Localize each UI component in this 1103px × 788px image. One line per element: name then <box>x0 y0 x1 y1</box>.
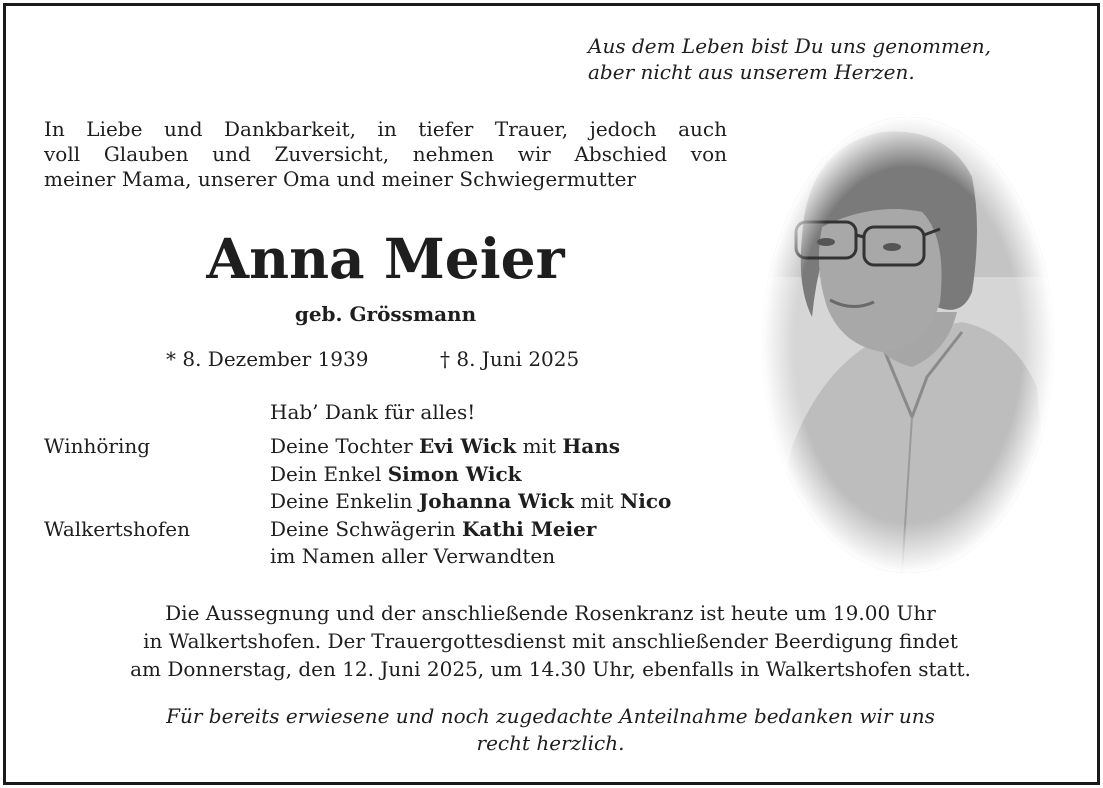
mourner-name: Johanna Wick <box>418 489 574 513</box>
mourners-list <box>44 433 744 571</box>
motto-line-2: aber nicht aus unserem Herzen. <box>588 60 915 84</box>
deceased-name: Anna Meier <box>206 226 565 291</box>
motto-line-1: Aus dem Leben bist Du uns genommen, <box>588 34 991 58</box>
portrait-photo <box>762 117 1054 573</box>
mourner-relation: Dein Enkel <box>270 461 388 486</box>
mourner-text <box>270 488 671 516</box>
mourner-partner: Nico <box>620 489 672 513</box>
mourner-partner: Hans <box>562 434 620 458</box>
intro-line-2: voll Glauben und Zuversicht, nehmen wir Abschied von <box>44 142 727 166</box>
mourner-relation: Deine Tochter <box>270 434 420 458</box>
mourner-relation: Deine Schwägerin <box>270 516 463 541</box>
death-date: † 8. Juni 2025 <box>440 347 580 371</box>
closing-thanks <box>20 703 1081 757</box>
mourner-connector: mit <box>516 434 563 458</box>
closing-line-2: recht herzlich. <box>476 731 625 755</box>
mourner-name: Simon Wick <box>387 461 522 486</box>
notice-line-3: am Donnerstag, den 12. Juni 2025, um 14.30 Uhr, ebenfalls in Walkertshofen statt. <box>130 657 971 681</box>
mourner-row <box>44 488 744 516</box>
mourner-place <box>44 461 270 489</box>
thanks-line: Hab’ Dank für alles! <box>270 400 476 424</box>
closing-line-1: Für bereits erwiesene und noch zugedachte Anteilnahme bedanken wir uns <box>166 704 935 728</box>
birth-name: geb. Grössmann <box>294 302 477 326</box>
notice-line-1: Die Aussegnung und der anschließende Rosenkranz ist heute um 19.00 Uhr <box>165 601 936 625</box>
mourner-row <box>44 433 744 461</box>
notice-line-2: in Walkertshofen. Der Trauergottesdienst mit anschließender Beerdigung findet <box>143 629 958 653</box>
mourner-text: im Namen aller Verwandten <box>270 544 556 568</box>
mourner-text <box>270 461 522 489</box>
mourner-name: Evi Wick <box>419 434 517 458</box>
intro-line-1: In Liebe und Dankbarkeit, in tiefer Trauer, jedoch auch <box>44 117 727 141</box>
intro-line-3: meiner Mama, unserer Oma und meiner Schwiegermutter <box>44 167 637 191</box>
intro-text <box>44 117 727 192</box>
mourner-place <box>44 488 270 516</box>
service-notice <box>20 599 1081 683</box>
mourner-name: Kathi Meier <box>462 516 597 541</box>
mourner-relation: Deine Enkelin <box>270 489 419 513</box>
mourner-place: Winhöring <box>44 434 151 458</box>
mourner-text <box>270 516 596 544</box>
birth-date: * 8. Dezember 1939 <box>166 347 369 371</box>
mourner-row <box>44 543 744 571</box>
mourner-place: Walkertshofen <box>44 516 190 541</box>
motto-quote <box>588 33 991 85</box>
mourner-connector: mit <box>573 489 620 513</box>
mourner-row <box>44 461 744 489</box>
mourner-text <box>270 433 620 461</box>
mourner-place <box>44 543 270 571</box>
mourner-row <box>44 516 744 544</box>
